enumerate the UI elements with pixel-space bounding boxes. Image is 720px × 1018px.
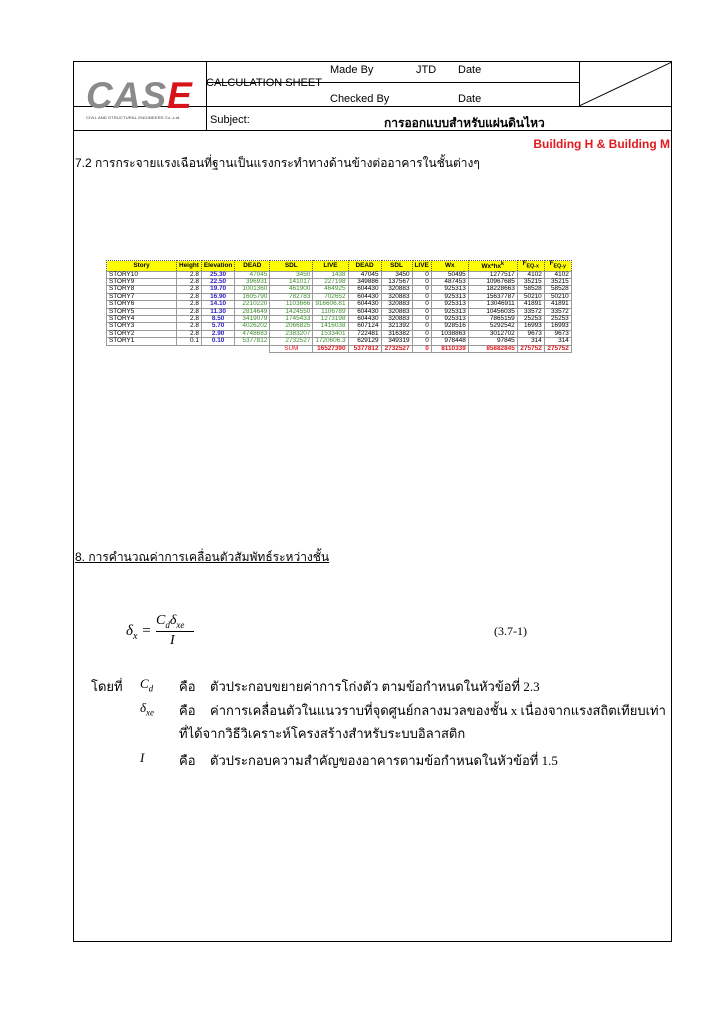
table-cell: 321392	[381, 323, 412, 330]
table-cell: 1001360	[235, 286, 270, 293]
equation-numerator: $C_d\delta_{xe}$	[156, 613, 185, 630]
col-wxhx: $Wx*hx^k$	[468, 261, 517, 272]
table-cell: 58528	[517, 286, 544, 293]
definition-where: โดยที่	[91, 679, 123, 694]
table-cell: 4748683	[235, 330, 270, 337]
table-cell: 320883	[381, 301, 412, 308]
table-cell: 25253	[517, 315, 544, 322]
table-cell: 2.8	[177, 323, 202, 330]
table-cell: 2210220	[235, 301, 270, 308]
table-cell: 1745433	[270, 315, 313, 322]
header-line-3	[74, 130, 672, 131]
table-cell: 316382	[381, 330, 412, 337]
table-cell: 320883	[381, 293, 412, 300]
table-blank-cell	[201, 345, 234, 352]
table-blank-cell	[107, 345, 177, 352]
table-cell: 604430	[348, 301, 381, 308]
table-cell: 604430	[348, 308, 381, 315]
table-cell: 320883	[381, 315, 412, 322]
table-cell: 1106789	[313, 308, 348, 315]
table-cell: 3419079	[235, 315, 270, 322]
made-by-label: Made By	[330, 64, 374, 76]
building-label: Building H & Building M	[533, 137, 670, 151]
table-cell: 1038863	[431, 330, 468, 337]
table-cell: 33572	[517, 308, 544, 315]
table-cell: 320883	[381, 308, 412, 315]
table-cell: 5377812	[235, 338, 270, 345]
company-logo: CASE CIVIL AND STRUCTURAL ENGINEERS Co.,Ltd.	[86, 78, 206, 120]
table-cell: 314	[517, 338, 544, 345]
sum-cell: 8110339	[431, 345, 468, 352]
table-cell: 1424550	[270, 308, 313, 315]
table-cell: 1273198	[313, 315, 348, 322]
table-cell: 722481	[348, 330, 381, 337]
table-cell: 349319	[381, 338, 412, 345]
table-cell: 925313	[431, 308, 468, 315]
table-cell: 2.8	[177, 308, 202, 315]
table-cell: 227198	[313, 278, 348, 285]
table-cell: 18228663	[468, 286, 517, 293]
table-cell: 2814649	[235, 308, 270, 315]
table-cell: 604430	[348, 315, 381, 322]
table-cell: 0	[412, 301, 431, 308]
table-cell: 0	[412, 323, 431, 330]
table-cell: 4102	[544, 271, 571, 278]
sum-cell: 2732527	[381, 345, 412, 352]
table-cell: 464925	[313, 286, 348, 293]
table-cell: 0	[412, 293, 431, 300]
sum-cell: 275752	[544, 345, 571, 352]
sum-label: SUM	[270, 345, 313, 352]
table-cell: 2732527	[270, 338, 313, 345]
table-cell: 925313	[431, 293, 468, 300]
definition-text-i: ตัวประกอบความสำคัญของอาคารตามข้อกำหนดในหัวข้อที่ 1.5	[210, 753, 558, 768]
table-cell: STORY7	[107, 293, 177, 300]
table-cell: 58528	[544, 286, 571, 293]
table-cell: 14.10	[201, 301, 234, 308]
table-cell: 97845	[468, 338, 517, 345]
table-cell: 4102	[517, 271, 544, 278]
date-label-1: Date	[458, 64, 482, 76]
col-elevation: Elevation	[201, 261, 234, 272]
table-cell: 16993	[517, 323, 544, 330]
table-cell: 2.8	[177, 278, 202, 285]
table-cell: STORY5	[107, 308, 177, 315]
table-cell: STORY4	[107, 315, 177, 322]
table-cell: 2.8	[177, 293, 202, 300]
definition-sym-i: I	[140, 750, 145, 765]
table-cell: 9673	[544, 330, 571, 337]
definition-sym-dxe: $\delta_{xe}$	[140, 700, 155, 718]
table-cell: 1103666	[270, 301, 313, 308]
col-story: Story	[107, 261, 177, 272]
table-cell: 10456035	[468, 308, 517, 315]
table-cell: 0	[412, 308, 431, 315]
definition-text-dxe: ค่าการเคลื่อนตัวในแนวราบที่จุดศูนย์กลางมวลของชั้น x เนื่องจากแรงสถิตเทียบเท่า	[210, 703, 666, 718]
calculation-sheet-frame	[73, 61, 672, 942]
table-cell: 0	[412, 286, 431, 293]
table-cell: 35215	[517, 278, 544, 285]
table-cell: 5.70	[201, 323, 234, 330]
table-cell: 396931	[235, 278, 270, 285]
sum-cell: 85882845	[468, 345, 517, 352]
table-cell: 604430	[348, 286, 381, 293]
equation-3-7-1: $\delta_x$ = $C_d\delta_{xe}$ I	[126, 614, 266, 654]
table-cell: 1277517	[468, 271, 517, 278]
table-cell: 50210	[544, 293, 571, 300]
table-cell: 349886	[348, 278, 381, 285]
table-cell: 4026202	[235, 323, 270, 330]
date-label-2: Date	[458, 93, 482, 105]
table-cell: 1438	[313, 271, 348, 278]
table-cell: 3012702	[468, 330, 517, 337]
table-cell: 5292542	[468, 323, 517, 330]
table-cell: 2.8	[177, 330, 202, 337]
story-force-table	[106, 260, 572, 353]
table-cell: 33572	[544, 308, 571, 315]
table-cell: 1720606.3	[313, 338, 348, 345]
table-cell: 925313	[431, 315, 468, 322]
table-cell: 137567	[381, 278, 412, 285]
table-cell: 11.30	[201, 308, 234, 315]
header-diagonal	[579, 62, 672, 106]
table-cell: 2383207	[270, 330, 313, 337]
sum-cell: 275752	[517, 345, 544, 352]
table-cell: 41891	[544, 301, 571, 308]
table-cell: 47045	[235, 271, 270, 278]
table-cell: 16993	[544, 323, 571, 330]
table-cell: 320883	[381, 286, 412, 293]
table-row	[107, 301, 572, 308]
table-cell: 0	[412, 271, 431, 278]
definition-is-1: คือ	[179, 679, 196, 694]
table-cell: 0	[412, 330, 431, 337]
table-cell: 607124	[348, 323, 381, 330]
sum-cell: 5377812	[348, 345, 381, 352]
subject-value: การออกแบบสำหรับแผ่นดินไหว	[384, 116, 545, 130]
table-cell: 925313	[431, 301, 468, 308]
table-cell: 3450	[381, 271, 412, 278]
table-cell: 0.10	[201, 338, 234, 345]
table-cell: STORY10	[107, 271, 177, 278]
equation-denominator: I	[170, 633, 175, 648]
fraction-bar	[156, 631, 194, 632]
col-feq-x: $F_{EQ-x}$	[517, 261, 544, 272]
table-cell: 47045	[348, 271, 381, 278]
sum-cell: 0	[412, 345, 431, 352]
col-live-1: LIVE	[313, 261, 348, 272]
table-cell: 916606.81	[313, 301, 348, 308]
table-cell: 1533401	[313, 330, 348, 337]
section-8-title: 8. การคำนวณค่าการเคลื่อนตัวสัมพัทธ์ระหว่างชั้น	[75, 550, 330, 564]
col-feq-y: $F_{EQ-y}$	[544, 261, 571, 272]
table-cell: 25253	[544, 315, 571, 322]
table-cell: 7865159	[468, 315, 517, 322]
equation-number: (3.7-1)	[494, 624, 527, 638]
checked-by-label: Checked By	[330, 93, 390, 105]
table-blank-cell	[235, 345, 270, 352]
table-cell: 2.8	[177, 286, 202, 293]
table-header-row	[107, 261, 572, 272]
table-cell: 629129	[348, 338, 381, 345]
col-dead-2: DEAD	[348, 261, 381, 272]
table-cell: 8.50	[201, 315, 234, 322]
table-cell: 3450	[270, 271, 313, 278]
definition-text-cd: ตัวประกอบขยายค่าการโก่งตัว ตามข้อกำหนดในหัวข้อที่ 2.3	[210, 679, 540, 694]
table-cell: 0.1	[177, 338, 202, 345]
table-cell: 604430	[348, 293, 381, 300]
col-sdl-2: SDL	[381, 261, 412, 272]
table-cell: 41891	[517, 301, 544, 308]
definition-text-dxe-2: ที่ได้จากวิธีวิเคราะห์โครงสร้างสำหรับระบบอิลาสติก	[179, 726, 466, 741]
company-tagline: CIVIL AND STRUCTURAL ENGINEERS Co.,Ltd.	[86, 115, 181, 120]
definition-sym-cd: $C_d$	[140, 676, 154, 694]
table-cell: 702652	[313, 293, 348, 300]
table-sum-row	[107, 345, 572, 352]
definition-is-2: คือ	[179, 703, 196, 718]
header-divider-logo	[206, 62, 207, 130]
table-cell: 15637787	[468, 293, 517, 300]
table-cell: 2.90	[201, 330, 234, 337]
table-cell: 487453	[431, 278, 468, 285]
table-cell: STORY9	[107, 278, 177, 285]
table-cell: STORY1	[107, 338, 177, 345]
table-cell: STORY3	[107, 323, 177, 330]
sheet-title: CALCULATION SHEET	[206, 77, 322, 89]
table-cell: 2.8	[177, 301, 202, 308]
table-row	[107, 338, 572, 345]
table-cell: 35215	[544, 278, 571, 285]
table-cell: 2.8	[177, 271, 202, 278]
table-cell: 0	[412, 315, 431, 322]
table-cell: 141017	[270, 278, 313, 285]
table-cell: 2.8	[177, 315, 202, 322]
table-cell: 0	[412, 278, 431, 285]
table-cell: 925313	[431, 286, 468, 293]
subject-label: Subject:	[210, 114, 250, 126]
table-cell: 461900	[270, 286, 313, 293]
table-cell: STORY2	[107, 330, 177, 337]
table-cell: 928516	[431, 323, 468, 330]
table-cell: 2066825	[270, 323, 313, 330]
table-cell: 9673	[517, 330, 544, 337]
sum-cell: 16527390	[313, 345, 348, 352]
table-cell: STORY8	[107, 286, 177, 293]
table-cell: 782783	[270, 293, 313, 300]
table-cell: STORY6	[107, 301, 177, 308]
col-wx: Wx	[431, 261, 468, 272]
table-cell: 16.90	[201, 293, 234, 300]
col-sdl-1: SDL	[270, 261, 313, 272]
col-live-2: LIVE	[412, 261, 431, 272]
table-cell: 1605790	[235, 293, 270, 300]
table-cell: 22.50	[201, 278, 234, 285]
table-cell: 25.30	[201, 271, 234, 278]
table-cell: 19.70	[201, 286, 234, 293]
table-cell: 50495	[431, 271, 468, 278]
table-cell: 10967685	[468, 278, 517, 285]
table-cell: 0	[412, 338, 431, 345]
made-by-value: JTD	[416, 64, 437, 76]
table-cell: 314	[544, 338, 571, 345]
table-cell: 978448	[431, 338, 468, 345]
table-cell: 1416038	[313, 323, 348, 330]
col-dead-1: DEAD	[235, 261, 270, 272]
col-height: Height	[177, 261, 202, 272]
definition-is-3: คือ	[179, 753, 196, 768]
table-blank-cell	[177, 345, 202, 352]
table-cell: 13046911	[468, 301, 517, 308]
section-7-2-title: 7.2 การกระจายแรงเฉือนที่ฐานเป็นแรงกระทำทางด้านข้างต่ออาคารในชั้นต่างๆ	[75, 156, 480, 170]
table-cell: 50210	[517, 293, 544, 300]
